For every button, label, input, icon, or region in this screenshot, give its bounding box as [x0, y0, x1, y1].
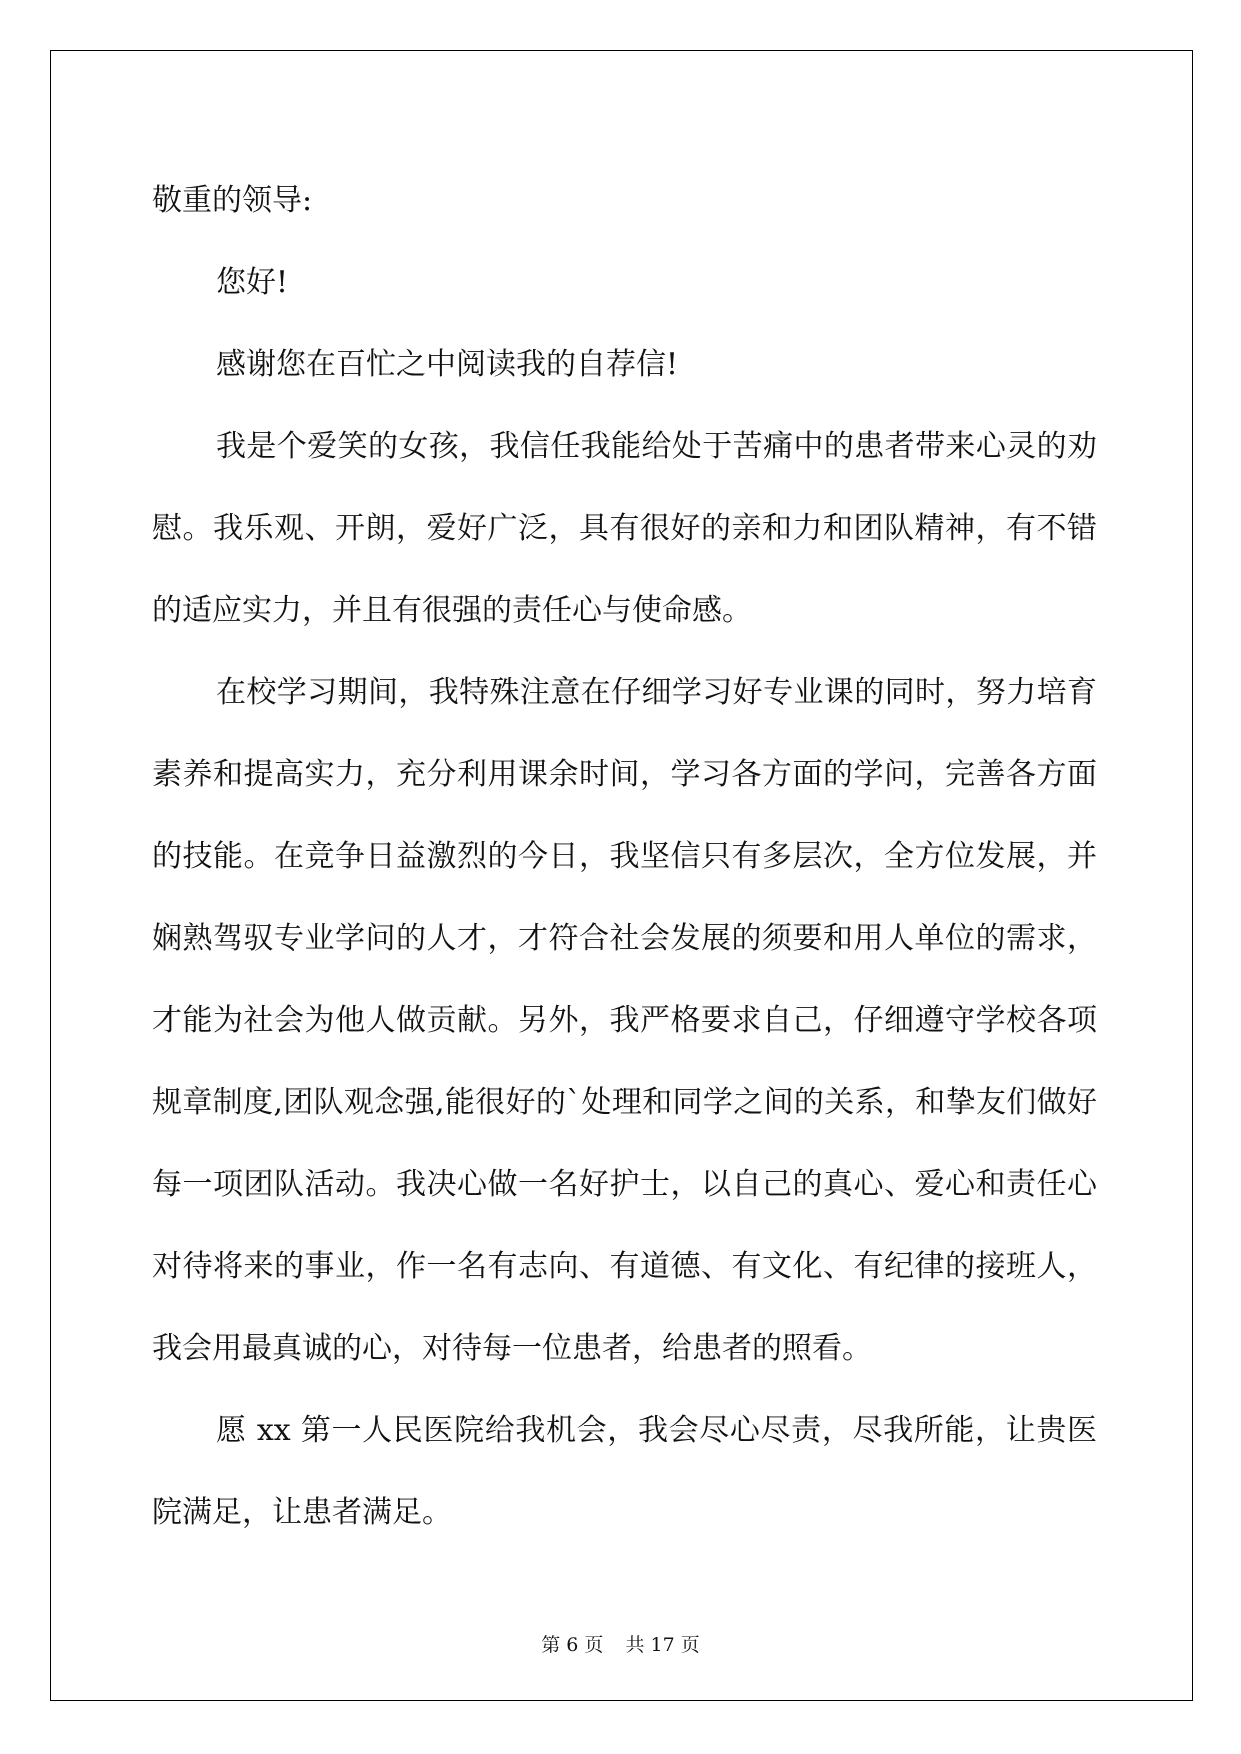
- letter-paragraph: 您好!: [216, 265, 289, 300]
- page-number: 第 6 页: [541, 1634, 604, 1656]
- letter-salutation: 敬重的领导:: [152, 183, 313, 218]
- letter-body: [152, 160, 1097, 1554]
- page-total: 共 17 页: [625, 1634, 700, 1656]
- letter-paragraph: 愿 xx 第一人民医院给我机会，我会尽心尽责，尽我所能，让贵医院满足，让患者满足。: [152, 1413, 1097, 1530]
- letter-paragraph: 在校学习期间，我特殊注意在仔细学习好专业课的同时，努力培育素养和提高实力，充分利用课余时间，学习各方面的学问，完善各方面的技能。在竞争日益激烈的今日，我坚信只有多层次，全方位发展，并娴熟驾驭专业学问的人才，才符合社会发展的须要和用人单位的需求，才能为社会为他人做贡献。另外，我严格要求自己，仔细遵守学校各项规章制度,团队观念强,能很好的`处理和同学之间的关系，和挚友们做好每一项团队活动。我决心做一名好护士，以自己的真心、爱心和责任心对待将来的事业，作一名有志向、有道德、有文化、有纪律的接班人，我会用最真诚的心，对待每一位患者，给患者的照看。: [152, 675, 1097, 1366]
- letter-paragraph: 感谢您在百忙之中阅读我的自荐信!: [216, 347, 679, 382]
- letter-paragraph: 我是个爱笑的女孩，我信任我能给处于苦痛中的患者带来心灵的劝慰。我乐观、开朗，爱好广泛，具有很好的亲和力和团队精神，有不错的适应实力，并且有很强的责任心与使命感。: [152, 429, 1097, 628]
- page-footer: [0, 1630, 1241, 1657]
